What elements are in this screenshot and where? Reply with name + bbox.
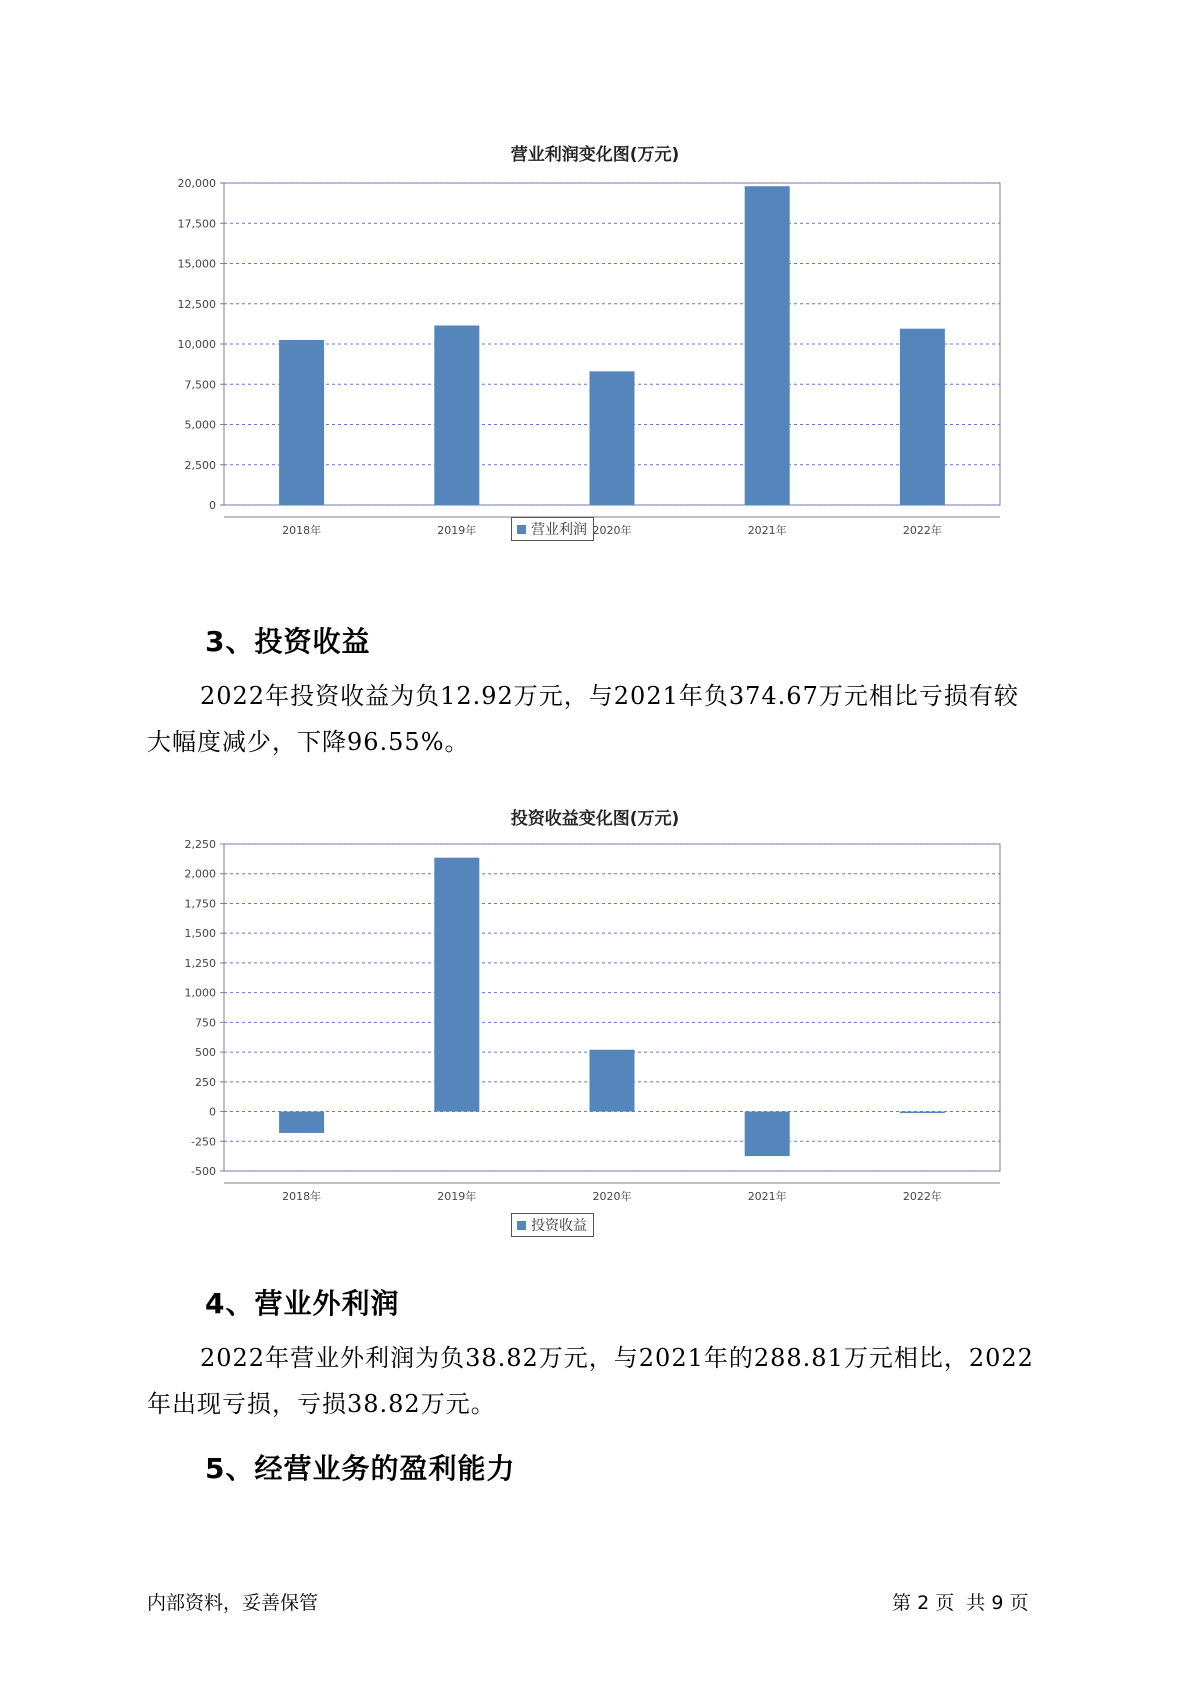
y-tick-label: 1,250 (184, 956, 216, 970)
para-line: 年出现亏损，亏损38.82万元。 (147, 1390, 496, 1418)
para-line: 2022年投资收益为负12.92万元，与2021年负374.67万元相比亏损有较 (200, 682, 1019, 710)
x-tick-label: 2019年 (437, 524, 477, 537)
y-tick-label: 2,500 (184, 458, 216, 472)
y-tick-label: 5,000 (184, 418, 216, 432)
chart-legend (511, 1213, 594, 1237)
section-4-heading: 4、营业外利润 (205, 1287, 400, 1320)
bar-2019年 (434, 325, 479, 505)
bar-2021年 (745, 186, 790, 505)
y-tick-label: 12,500 (177, 297, 216, 311)
bar-2018年 (279, 1112, 324, 1133)
section-4-paragraph (147, 1335, 1057, 1427)
bar-2020年 (589, 371, 634, 505)
investment-income-chart (150, 804, 1040, 1244)
y-tick-label: 2,000 (184, 867, 216, 881)
page-total: 9 (991, 1592, 1004, 1614)
x-tick-label: 2020年 (592, 1190, 632, 1203)
y-tick-label: 500 (195, 1046, 216, 1060)
page-number (892, 1588, 1029, 1615)
y-tick-label: 20,000 (177, 177, 216, 190)
chart-legend (511, 517, 594, 541)
para-line: 2022年营业外利润为负38.82万元，与2021年的288.81万元相比，2022 (200, 1344, 1034, 1372)
y-tick-label: 7,500 (184, 378, 216, 392)
legend-label: 营业利润 (531, 522, 587, 538)
x-tick-label: 2021年 (747, 1190, 787, 1203)
y-tick-label: 250 (195, 1075, 216, 1089)
plot-border (224, 844, 1000, 1171)
x-tick-label: 2022年 (902, 524, 942, 537)
bar-2020年 (589, 1050, 634, 1112)
chart-plot (150, 170, 1040, 550)
y-tick-label: -250 (191, 1135, 216, 1149)
y-tick-label: 1,000 (184, 986, 216, 1000)
x-tick-label: 2021年 (747, 524, 787, 537)
bar-2022年 (900, 1112, 945, 1114)
operating-profit-chart (150, 140, 1040, 550)
y-tick-label: 0 (209, 499, 216, 512)
x-tick-label: 2019年 (437, 1190, 477, 1203)
y-tick-label: 17,500 (177, 217, 216, 231)
page-prefix: 第 (892, 1592, 912, 1614)
y-tick-label: 750 (195, 1016, 216, 1030)
y-tick-label: 10,000 (177, 338, 216, 351)
y-tick-label: -500 (191, 1165, 216, 1178)
y-tick-label: 1,750 (184, 897, 216, 911)
bar-2019年 (434, 858, 479, 1112)
chart-title: 营业利润变化图(万元) (510, 145, 680, 165)
x-tick-label: 2020年 (592, 524, 632, 537)
y-tick-label: 2,250 (184, 838, 216, 851)
section-3-heading: 3、投资收益 (205, 625, 371, 658)
bar-2018年 (279, 340, 324, 505)
legend-label: 投资收益 (531, 1218, 587, 1234)
x-tick-label: 2022年 (902, 1190, 942, 1203)
y-tick-label: 0 (209, 1105, 216, 1119)
page-mid: 页 共 (935, 1592, 986, 1614)
x-tick-label: 2018年 (282, 524, 322, 537)
footer-note: 内部资料，妥善保管 (147, 1592, 319, 1614)
y-tick-label: 1,500 (184, 927, 216, 941)
legend-swatch (517, 525, 526, 534)
section-3-paragraph (147, 673, 1057, 765)
y-tick-label: 15,000 (177, 257, 216, 271)
bar-2022年 (900, 329, 945, 505)
bar-2021年 (745, 1112, 790, 1157)
section-5-heading: 5、经营业务的盈利能力 (205, 1452, 516, 1485)
page-suffix: 页 (1009, 1592, 1029, 1614)
chart-title: 投资收益变化图(万元) (510, 809, 680, 829)
page-current: 2 (917, 1592, 930, 1614)
para-line: 大幅度减少，下降96.55%。 (147, 728, 470, 756)
legend-swatch (517, 1221, 526, 1230)
chart-plot (150, 832, 1040, 1242)
x-tick-label: 2018年 (282, 1190, 322, 1203)
